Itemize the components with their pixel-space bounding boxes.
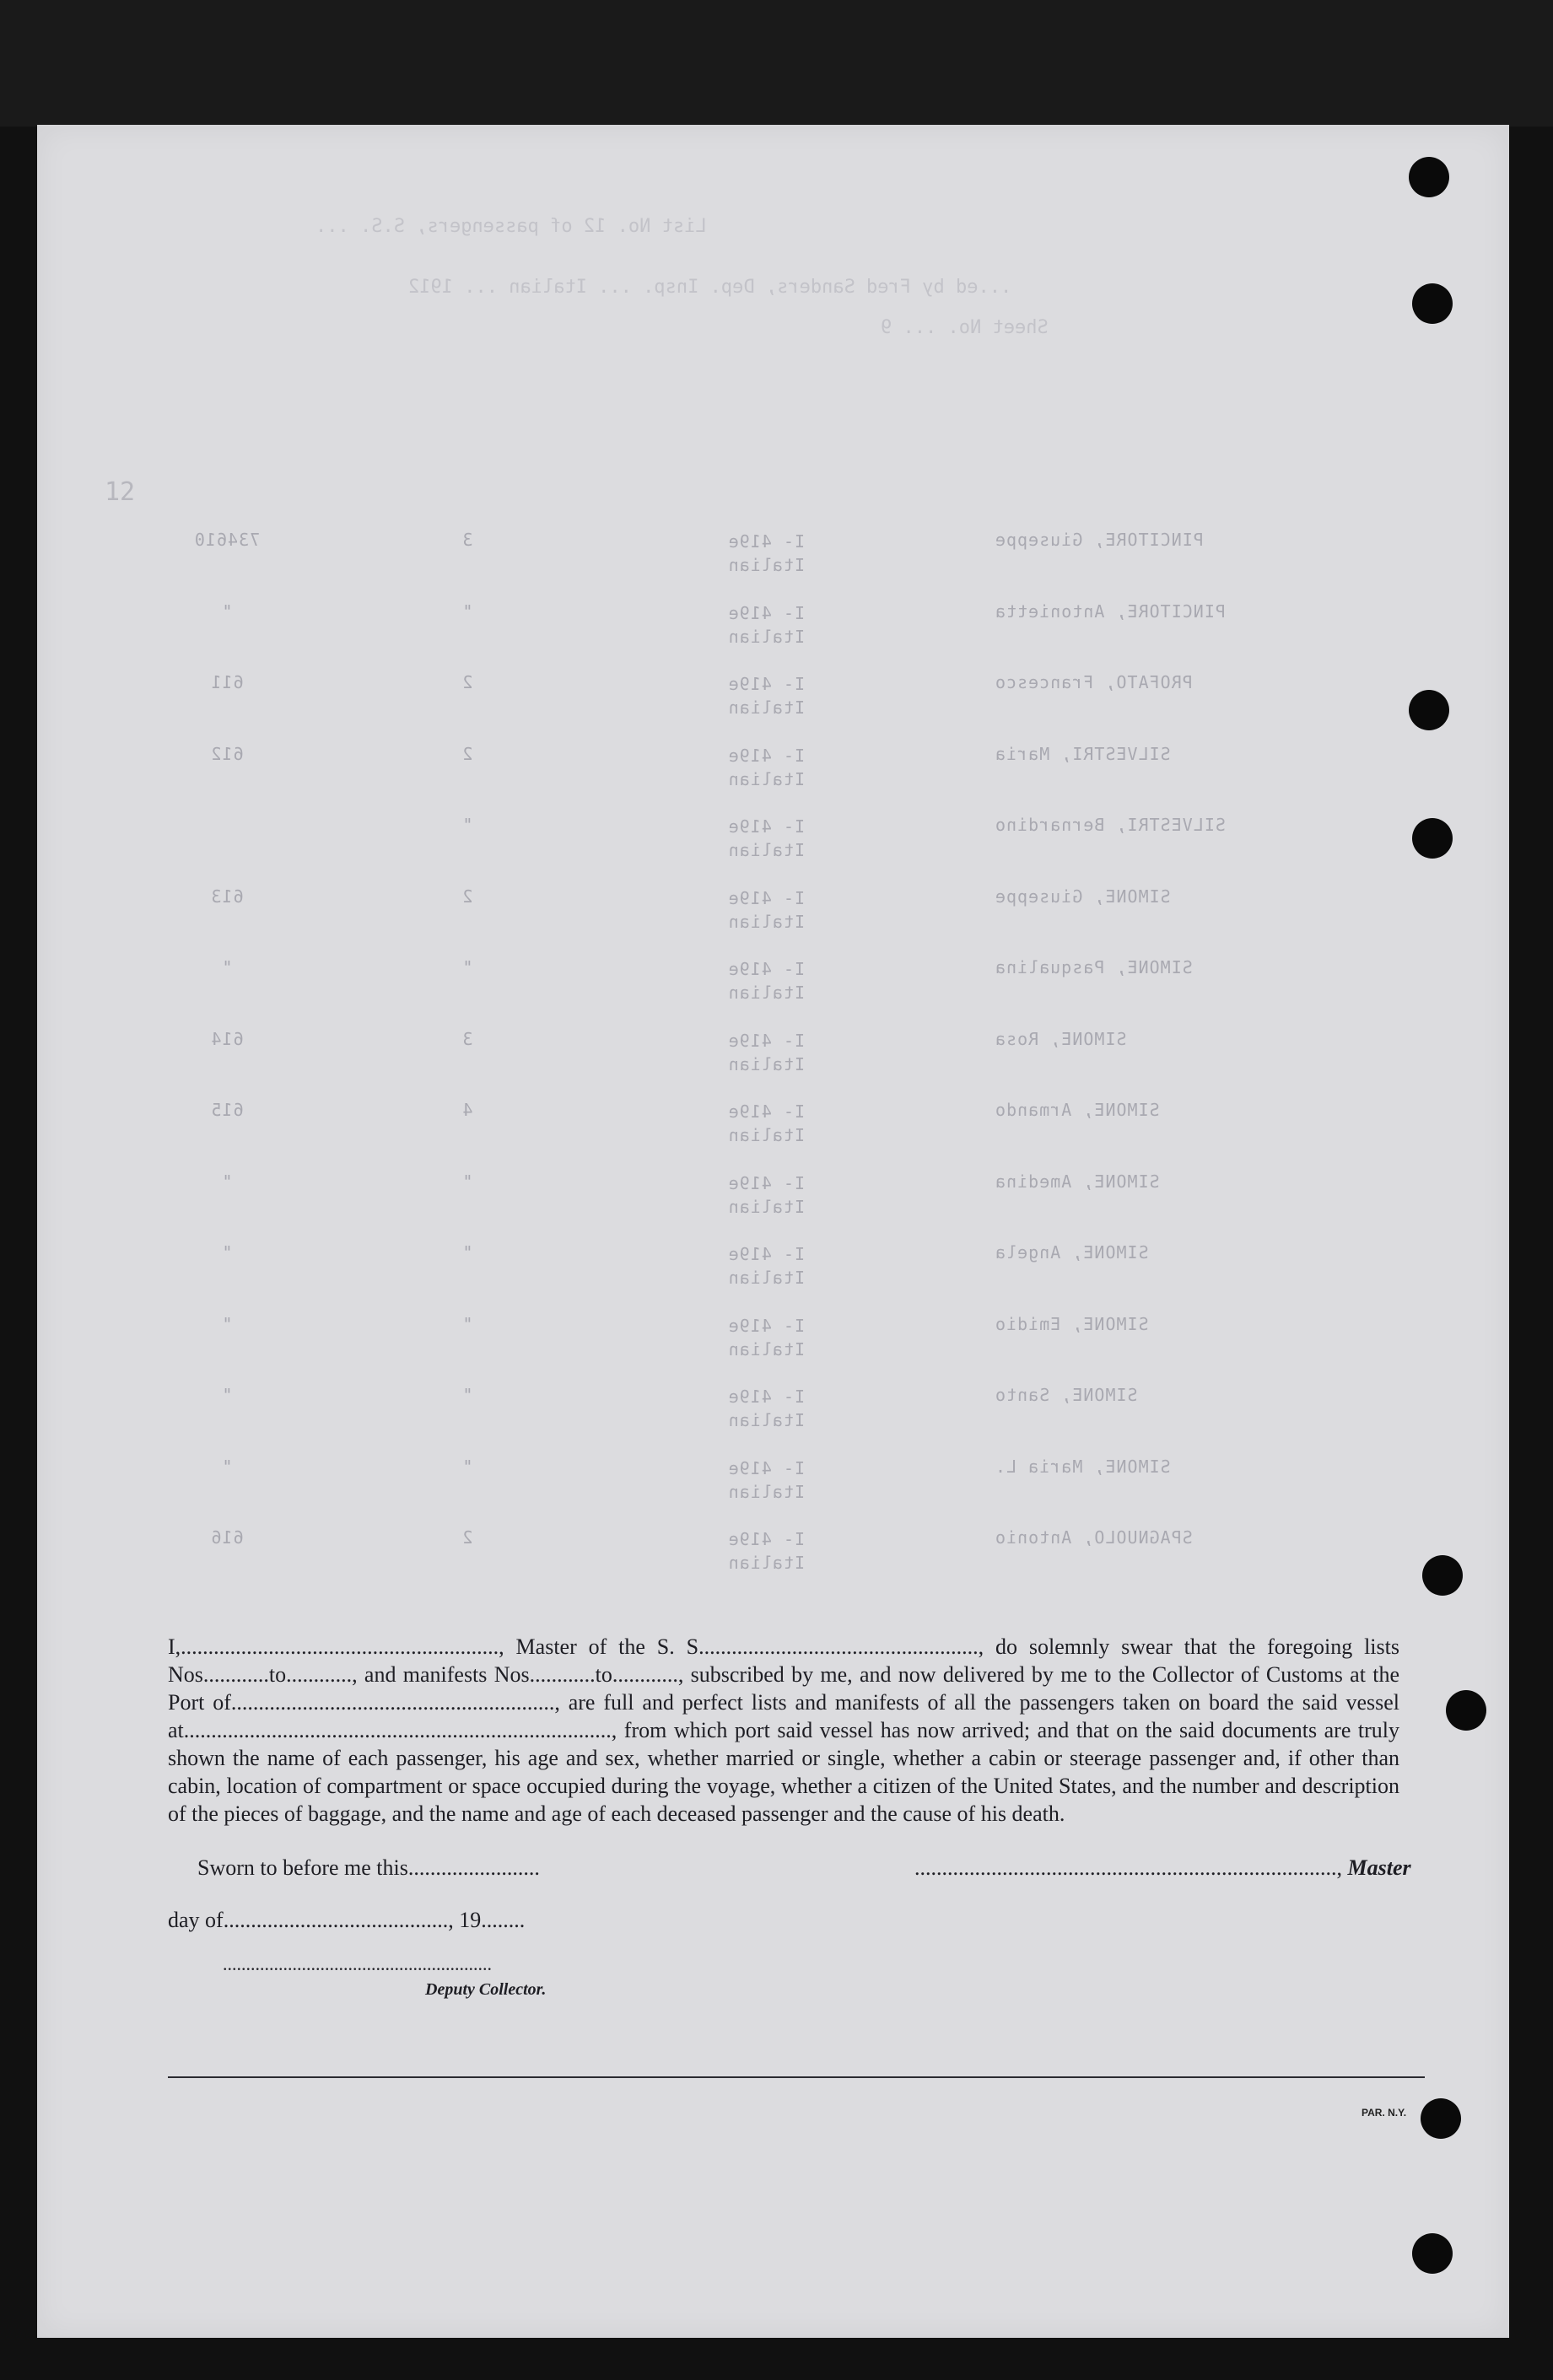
passenger-code: [704, 1314, 805, 1361]
passenger-code-line-1: I- 419e: [727, 816, 805, 837]
passenger-row: [37, 1171, 1509, 1239]
passenger-code-line-2: Italian: [727, 840, 805, 860]
passenger-number: ": [221, 957, 233, 977]
passenger-row: [37, 530, 1509, 597]
passenger-code: [704, 1527, 805, 1575]
passenger-code-line-1: I- 419e: [727, 1457, 805, 1478]
passenger-row: [37, 601, 1509, 669]
header-bleed-line-1: List No. 12 of passengers, S.S. ...: [315, 216, 707, 237]
oath-paragraph: [168, 1633, 1399, 1828]
passenger-row: [37, 672, 1509, 740]
passenger-name: SIMONE, Emidio: [995, 1313, 1149, 1334]
passenger-code: [704, 1385, 805, 1432]
passenger-name: SIMONE, Pasqualina: [995, 957, 1193, 977]
bottom-rule: [168, 2076, 1425, 2078]
passenger-code-line-1: I- 419e: [727, 887, 805, 908]
passenger-row: [37, 1314, 1509, 1381]
passenger-code-line-1: I- 419e: [727, 959, 805, 979]
passenger-name: SIMONE, Amedina: [995, 1171, 1160, 1192]
passenger-row: [37, 1527, 1509, 1595]
passenger-row: [37, 886, 1509, 954]
passenger-count: 2: [461, 743, 473, 764]
passenger-code: [704, 1171, 805, 1219]
passenger-number: 734610: [193, 530, 261, 550]
passenger-name: SIMONE, Maria L.: [995, 1456, 1171, 1477]
master-signature-line: .............................................................................,: [914, 1855, 1348, 1880]
passenger-count: 2: [461, 886, 473, 907]
passenger-name: SPAGNUOLO, Antonio: [995, 1527, 1193, 1548]
passenger-code-line-2: Italian: [727, 1553, 805, 1573]
passenger-code-line-2: Italian: [727, 1410, 805, 1430]
passenger-code-line-1: I- 419e: [727, 1315, 805, 1336]
passenger-code-line-1: I- 419e: [727, 1387, 805, 1407]
passenger-code: [704, 1242, 805, 1290]
passenger-count: ": [461, 600, 473, 622]
passenger-code: [704, 1100, 805, 1147]
master-signature: [914, 1855, 1411, 1881]
passenger-row: [37, 1100, 1509, 1167]
passenger-count: ": [461, 1313, 473, 1334]
passenger-row: [37, 1457, 1509, 1524]
scan-background-top: [0, 0, 1553, 127]
passenger-number: ": [221, 1385, 233, 1405]
printer-mark: PAR. N.Y.: [1362, 2107, 1407, 2119]
passenger-name: SILVESTRI, Bernardino: [995, 815, 1226, 835]
punch-hole-6: [1446, 1690, 1486, 1731]
passenger-number: ": [221, 1242, 233, 1263]
passenger-row: [37, 744, 1509, 811]
punch-hole-8: [1412, 2233, 1453, 2274]
passenger-number: 613: [210, 886, 244, 907]
passenger-count: 2: [461, 672, 473, 692]
passenger-code-line-2: Italian: [727, 697, 805, 718]
passenger-code: [704, 957, 805, 1004]
passenger-name: SIMONE, Rosa: [995, 1028, 1127, 1049]
passenger-code-line-2: Italian: [727, 768, 805, 789]
deputy-collector-label: Deputy Collector.: [425, 1980, 547, 1999]
punch-hole-2: [1412, 283, 1453, 324]
passenger-code-line-2: Italian: [727, 1196, 805, 1217]
passenger-count: ": [461, 1242, 473, 1263]
passenger-name: SIMONE, Santo: [995, 1385, 1138, 1405]
passenger-row: [37, 1242, 1509, 1310]
oath-text: I,.........................................................., Master of the S. S..................................................., do solemnly swear that the foregoing lists Nos............to............, and manifests Nos............to............, subscribed by me, and now delivered by me to the Collector of Customs at the Port of..........................................................., are full and perfect lists and manifests of all the passengers taken on board the said vessel at.............................................................................., from which port said vessel has now arrived; and that on the said documents are truly shown the name of each passenger, his age and sex, whether married or single, whether a cabin or steerage passenger and, if other than cabin, location of compartment or space occupied during the voyage, whether a citizen of the United States, and the number and description of the pieces of baggage, and the name and age of each deceased passenger and the cause of his death.: [168, 1634, 1399, 1826]
passenger-number: ": [221, 1313, 233, 1334]
passenger-number: 615: [210, 1100, 244, 1120]
passenger-code-line-1: I- 419e: [727, 745, 805, 766]
passenger-code-line-1: I- 419e: [727, 602, 805, 623]
passenger-code-line-2: Italian: [727, 1053, 805, 1074]
passenger-code-line-1: I- 419e: [727, 1244, 805, 1264]
passenger-count: ": [461, 815, 473, 835]
passenger-count: ": [461, 1385, 473, 1405]
passenger-code-line-2: Italian: [727, 911, 805, 932]
passenger-count: ": [461, 1456, 473, 1477]
passenger-code-line-1: I- 419e: [727, 1030, 805, 1051]
passenger-number: ": [221, 1171, 233, 1192]
passenger-code: [704, 1029, 805, 1076]
passenger-number: 616: [210, 1527, 244, 1548]
sworn-line: Sworn to before me this........................: [197, 1855, 540, 1880]
passenger-number: ": [221, 600, 233, 622]
passenger-code: [704, 744, 805, 791]
master-label: Master: [1347, 1855, 1411, 1880]
passenger-code: [704, 672, 805, 719]
passenger-code: [704, 601, 805, 649]
passenger-number: 611: [210, 672, 244, 692]
passenger-name: PROFATO, Francesco: [995, 672, 1193, 692]
passenger-count: 3: [461, 530, 473, 550]
passenger-code: [704, 815, 805, 862]
passenger-code-line-2: Italian: [727, 1481, 805, 1502]
punch-hole-7: [1421, 2098, 1461, 2139]
day-of-line: day of........................................., 19........: [168, 1908, 526, 1932]
passenger-code-line-1: I- 419e: [727, 1529, 805, 1549]
passenger-code: [704, 886, 805, 934]
passenger-code-line-1: I- 419e: [727, 1101, 805, 1122]
header-bleed-line-3: Sheet No. ... 9: [881, 317, 1049, 338]
manifest-page: [37, 125, 1509, 2338]
passenger-number: ": [221, 1456, 233, 1477]
margin-number: 12: [105, 477, 136, 507]
passenger-count: ": [461, 1171, 473, 1192]
passenger-code: [704, 530, 805, 577]
passenger-code-line-1: I- 419e: [727, 674, 805, 694]
passenger-name: SILVESTRI, Maria: [995, 743, 1171, 764]
passenger-code-line-2: Italian: [727, 983, 805, 1003]
passenger-name: SIMONE, Giuseppe: [995, 886, 1171, 907]
passenger-code-line-2: Italian: [727, 1125, 805, 1145]
passenger-name: SIMONE, Armando: [995, 1100, 1160, 1120]
passenger-row: [37, 957, 1509, 1025]
passenger-count: ": [461, 957, 473, 977]
passenger-name: SIMONE, Angela: [995, 1242, 1149, 1263]
passenger-code-line-2: Italian: [727, 1338, 805, 1360]
passenger-count: 4: [461, 1100, 473, 1120]
passenger-name: PINCITORE, Antonietta: [995, 600, 1226, 622]
passenger-count: 2: [461, 1527, 473, 1548]
punch-hole-1: [1409, 157, 1449, 197]
passenger-count: 3: [461, 1028, 473, 1049]
passenger-code-line-2: Italian: [727, 1268, 805, 1288]
passenger-number: 612: [210, 743, 244, 764]
passenger-code-line-1: I- 419e: [727, 531, 805, 552]
passenger-code-line-2: Italian: [727, 626, 805, 647]
passenger-code-line-1: I- 419e: [727, 1172, 805, 1193]
header-bleed-line-2: ...ed by Fred Sanders, Dep. Insp. ... Italian ... 1912: [408, 277, 1012, 298]
passenger-row: [37, 1385, 1509, 1452]
passenger-code: [704, 1457, 805, 1504]
passenger-code-line-2: Italian: [727, 555, 805, 575]
passenger-row: [37, 1029, 1509, 1096]
deputy-signature-line: ..........................................................: [223, 1953, 492, 1974]
passenger-number: 614: [210, 1028, 244, 1049]
passenger-row: [37, 815, 1509, 882]
passenger-name: PINCITORE, Giuseppe: [995, 530, 1204, 550]
